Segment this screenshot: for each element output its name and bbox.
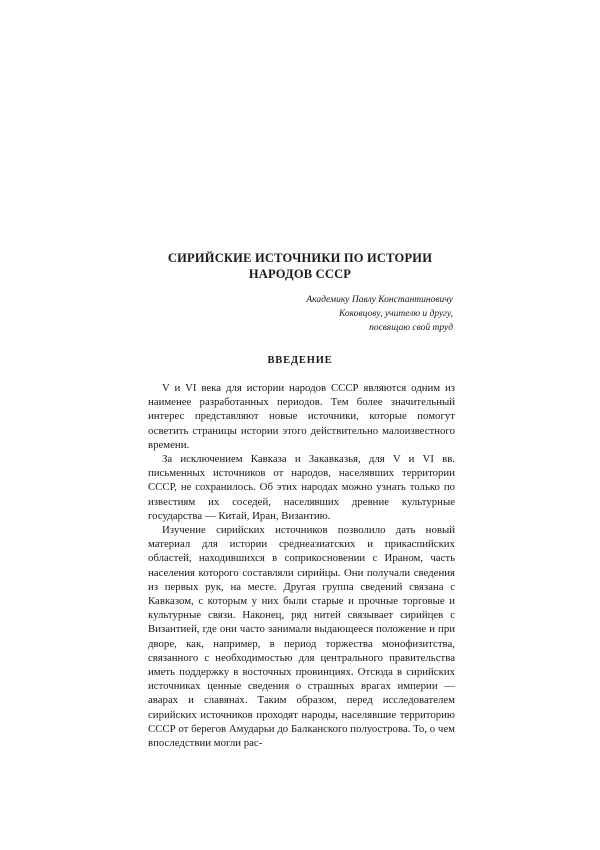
body-text	[148, 381, 455, 750]
paragraph-3: Изучение сирийских источников позволило дать новый материал для истории среднеазиатских и прикаспийских областей, находившихся в соприкосновении с Ираном, часть населения которого составляли сирийцы. Они получали сведения из первых рук, на месте. Другая группа сведений связана с Кавказом, с которым у них были старые и прочные торговые и культурные связи. Наконец, ряд нитей связывает сирийцев с Византией, где они часто занимали выдающееся положение и при дворе, как, например, в период торжества монофизитства, связанного с необходимостью для центрального правительства иметь поддержку в восточных провинциях. Отсюда в сирийских источниках ценные сведения о страшных врагах империи — аварах и славянах. Таким образом, перед исследователем сирийских источников проходят народы, населявшие территорию СССР от берегов Амударьи до Балканского полуострова. То, о чем впоследствии могли рас-	[148, 524, 455, 750]
article-title-line-1: СИРИЙСКИЕ ИСТОЧНИКИ ПО ИСТОРИИ	[167, 251, 433, 265]
paragraph-2: За исключением Кавказа и Закавказья, для V и VI вв. письменных источников от народов, населявших территории СССР, не сохранилось. Об этих народах можно узнать только по известиям их соседей, населявших древние культурные государства — Китай, Иран, Византию.	[148, 453, 455, 522]
paragraph-1: V и VI века для истории народов СССР являются одним из наименее разработанных периодов. Тем более значительный интерес представляют новые источники, которые помогут осветить страницы истории этого действительно малоизвестного времени.	[148, 382, 455, 451]
section-heading: ВВЕДЕНИЕ	[267, 355, 333, 366]
dedication	[233, 293, 453, 335]
dedication-line-1: Академику Павлу Константиновичу	[306, 295, 453, 305]
article-title-line-2: НАРОДОВ СССР	[248, 267, 352, 281]
dedication-line-3: посвящаю свой труд	[369, 323, 453, 333]
dedication-line-2: Коковцову, учителю и другу,	[338, 309, 453, 319]
article-title	[130, 250, 470, 282]
